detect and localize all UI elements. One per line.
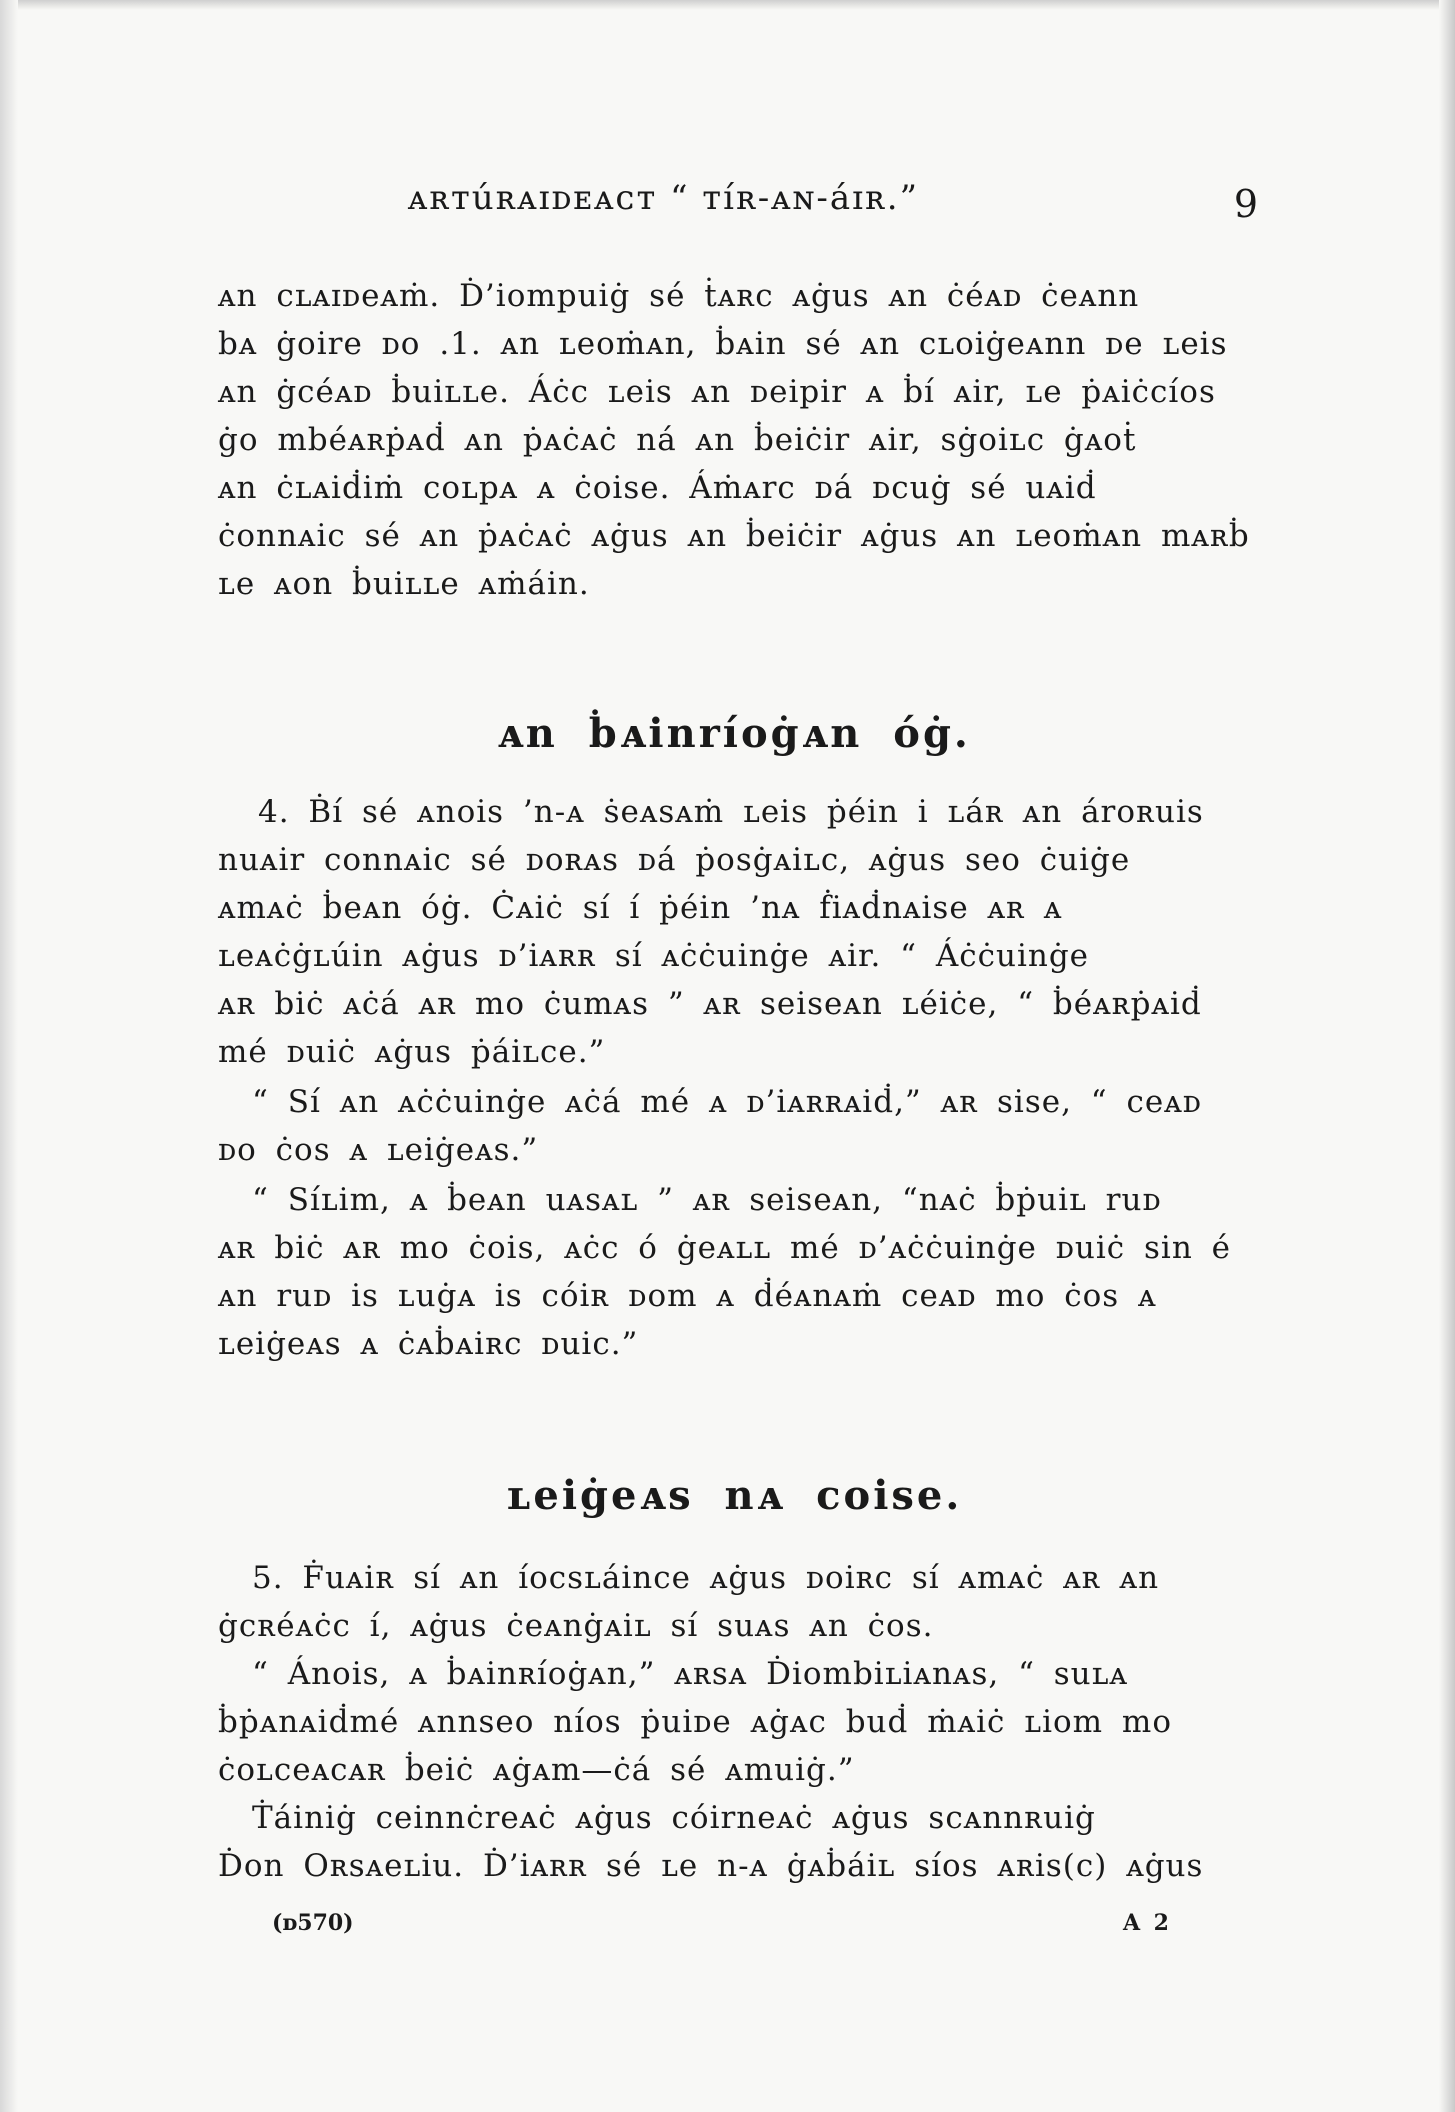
section-heading-1 [218, 710, 1250, 770]
text-line: Ṫáiniġ ceinnċreᴀċ ᴀġus cóirneᴀċ ᴀġus scᴀnnʀuiġ [252, 1800, 1096, 1836]
paragraph-2 [218, 792, 1250, 1372]
text-line: ᴀn ġcéᴀᴅ ḃuiʟʟe. Áċc ʟeis ᴀn ᴅeipir ᴀ ḃí ᴀir, ʟe ṗᴀiċcíos [218, 374, 1216, 410]
text-line: nuᴀir connᴀic sé ᴅoʀᴀs ᴅá ṗosġᴀiʟc, ᴀġus seo ċuiġe [218, 842, 1131, 878]
text-line: ġcʀéᴀċc í, ᴀġus ċeᴀnġᴀiʟ sí suᴀs ᴀn ċos. [218, 1608, 934, 1644]
page-footer [272, 1910, 1172, 1940]
text-line: ʟeᴀċġʟúin ᴀġus ᴅ’iᴀʀʀ sí ᴀċċuinġe ᴀir. “ Áċċuinġe [218, 938, 1090, 974]
text-line: “ Sí ᴀn ᴀċċuinġe ᴀċá mé ᴀ ᴅ’iᴀʀʀᴀiḋ,” ᴀʀ sise, “ ceᴀᴅ [252, 1084, 1202, 1120]
text-line: “ Ánois, ᴀ ḃᴀinʀíoġᴀn,” ᴀʀsᴀ Ḋiombiʟiᴀnᴀs, “ suʟᴀ [252, 1656, 1128, 1692]
text-line: ʟeiġeᴀs ᴀ ċᴀḃᴀiʀc ᴅuic.” [218, 1326, 639, 1362]
text-line: ᴅo ċos ᴀ ʟeiġeᴀs.” [218, 1132, 539, 1168]
text-line: 4. Ḃí sé ᴀnois ’n-ᴀ ṡeᴀsᴀṁ ʟeis ṗéin i ʟáʀ ᴀn ároʀuis [258, 794, 1204, 830]
text-line: bᴀ ġoire ᴅo .1. ᴀn ʟeoṁᴀn, ḃᴀin sé ᴀn cʟoiġeᴀnn ᴅe ʟeis [218, 326, 1228, 362]
paragraph-1 [218, 276, 1250, 606]
running-head [218, 178, 1258, 228]
text-line: ʟe ᴀon ḃuiʟʟe ᴀṁáin. [218, 566, 590, 602]
text-line: ġo mbéᴀʀṗᴀḋ ᴀn ṗᴀċᴀċ ná ᴀn ḃeiċir ᴀir, sġoiʟc ġᴀoṫ [218, 422, 1137, 458]
page-number: 9 [1233, 182, 1258, 226]
paragraph-3 [218, 1558, 1250, 1898]
text-line: ᴀn ċʟᴀiḋiṁ coʟpᴀ ᴀ ċoise. Áṁᴀrc ᴅá ᴅcuġ sé uᴀiḋ [218, 470, 1097, 506]
printer-signature: (ᴅ570) [272, 1910, 354, 1936]
text-line: 5. Ḟuᴀiʀ sí ᴀn íocsʟáince ᴀġus ᴅoiʀc sí ᴀmᴀċ ᴀʀ ᴀn [252, 1560, 1160, 1596]
text-line: mé ᴅuiċ ᴀġus ṗáiʟce.” [218, 1034, 606, 1070]
text-line: ċonnᴀic sé ᴀn ṗᴀċᴀċ ᴀġus ᴀn ḃeiċir ᴀġus ᴀn ʟeoṁᴀn mᴀʀḃ [218, 518, 1250, 554]
section-heading: ᴀn ḃᴀinríoġᴀn óġ. [497, 710, 971, 757]
text-line: ċoʟceᴀcᴀʀ ḃeiċ ᴀġᴀm—ċá sé ᴀmuiġ.” [218, 1752, 855, 1788]
scan-top-edge [0, 0, 1455, 10]
text-line: ᴀmᴀċ ḃeᴀn óġ. Ċᴀiċ sí í ṗéin ’nᴀ ḟiᴀḋnᴀise ᴀʀ ᴀ [218, 890, 1063, 926]
text-line: ᴀn cʟᴀɪᴅeᴀṁ. Ḋ’iompuiġ sé ṫᴀʀc ᴀġus ᴀn ċéᴀᴅ ċeᴀnn [218, 278, 1140, 314]
running-title: ᴀʀᴛúʀᴀɪᴅᴇᴀᴄᴛ “ ᴛíʀ-ᴀɴ-áɪʀ.” [408, 178, 919, 218]
text-line: ᴀʀ biċ ᴀʀ mo ċois, ᴀċc ó ġeᴀʟʟ mé ᴅ’ᴀċċuinġe ᴅuiċ sin é [218, 1230, 1231, 1266]
section-heading-2 [218, 1472, 1250, 1532]
section-heading: ʟeiġeᴀs nᴀ coise. [505, 1472, 963, 1519]
sheet-signature: A 2 [1122, 1910, 1172, 1936]
text-line: Ḋon Oʀsᴀeʟiu. Ḋ’iᴀʀʀ sé ʟe n-ᴀ ġᴀḃáiʟ síos ᴀʀis(c) ᴀġus [218, 1848, 1204, 1884]
text-line: “ Síʟim, ᴀ ḃeᴀn uᴀsᴀʟ ” ᴀʀ seiseᴀn, “nᴀċ ḃṗuiʟ ruᴅ [252, 1182, 1162, 1218]
text-line: ᴀʀ biċ ᴀċá ᴀʀ mo ċumᴀs ” ᴀʀ seiseᴀn ʟéiċe, “ ḃéᴀʀṗᴀiḋ [218, 986, 1202, 1022]
text-line: ᴀn ruᴅ is ʟuġᴀ is cóiʀ ᴅom ᴀ ḋéᴀnᴀṁ ceᴀᴅ mo ċos ᴀ [218, 1278, 1157, 1314]
text-line: ḃṗᴀnᴀiḋmé ᴀnnseo níos ṗuiᴅe ᴀġᴀc buḋ ṁᴀiċ ʟiom mo [218, 1704, 1172, 1740]
scan-right-edge [1439, 0, 1455, 2112]
scan-left-edge [0, 0, 18, 2112]
